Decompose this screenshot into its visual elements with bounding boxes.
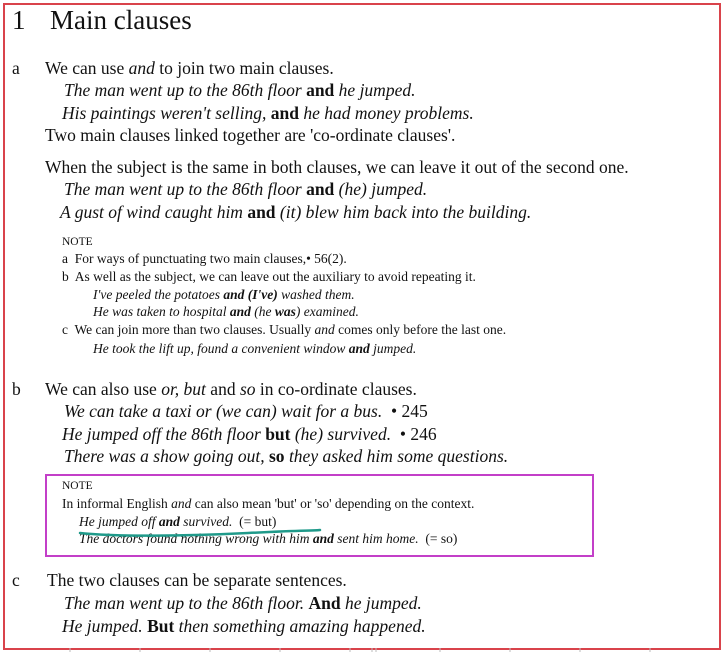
section-b-letter: b <box>12 379 21 399</box>
example-sentence: The man went up to the 86th floor. And he jumped. <box>64 593 422 613</box>
example-sentence: There was a show going out, so they asked him some questions. <box>64 446 509 466</box>
cross-reference: • 245 <box>390 401 428 421</box>
note-label: NOTE <box>62 480 93 492</box>
section-a-intro: We can use and to join two main clauses. <box>45 58 334 78</box>
example-sentence: The man went up to the 86th floor and (he) jumped. <box>64 179 428 199</box>
note-example: He took the lift up, found a convenient window and jumped. <box>93 341 417 356</box>
example-sentence: He jumped off the 86th floor but (he) survived. • 246 <box>62 424 437 444</box>
example-sentence: The man went up to the 86th floor and he jumped. <box>64 80 416 100</box>
example-sentence: We can take a taxi or (we can) wait for a bus. • 245 <box>64 401 428 421</box>
example-sentence: A gust of wind caught him and (it) blew him back into the building. <box>60 202 532 222</box>
section-c-intro: The two clauses can be separate sentences. <box>47 570 347 590</box>
note-example: He jumped off and survived. (= but) <box>79 514 277 529</box>
note-item-b: b As well as the subject, we can leave out the auxiliary to avoid repeating it. <box>62 269 476 284</box>
example-sentence: His paintings weren't selling, and he had money problems. <box>62 103 474 123</box>
subject-rule: When the subject is the same in both clauses, we can leave it out of the second one. <box>45 157 629 177</box>
section-a-letter: a <box>12 58 20 78</box>
note-label: NOTE <box>62 236 93 248</box>
section-b-intro: We can also use or, but and so in co-ordinate clauses. <box>45 379 417 399</box>
example-sentence: He jumped. But then something amazing happened. <box>62 616 426 636</box>
heading-title: Main clauses <box>50 5 192 35</box>
note-item-a: a For ways of punctuating two main clauses,• 56(2). <box>62 251 347 266</box>
cross-reference: • 246 <box>399 424 437 444</box>
section-c-letter: c <box>12 570 20 590</box>
note-example: He was taken to hospital and (he was) examined. <box>93 304 359 319</box>
coordinate-definition: Two main clauses linked together are 'co-ordinate clauses'. <box>45 125 456 145</box>
annotation-underline <box>78 528 322 538</box>
section-heading <box>12 5 192 36</box>
page-edge-marks <box>0 648 724 652</box>
note-item-c: c We can join more than two clauses. Usually and comes only before the last one. <box>62 322 507 337</box>
note-text: In informal English and can also mean 'but' or 'so' depending on the context. <box>62 496 475 511</box>
heading-number: 1 <box>12 5 26 35</box>
note-example: I've peeled the potatoes and (I've) washed them. <box>93 287 355 302</box>
note-example: The doctors found nothing wrong with him and sent him home. (= so) <box>79 531 458 546</box>
